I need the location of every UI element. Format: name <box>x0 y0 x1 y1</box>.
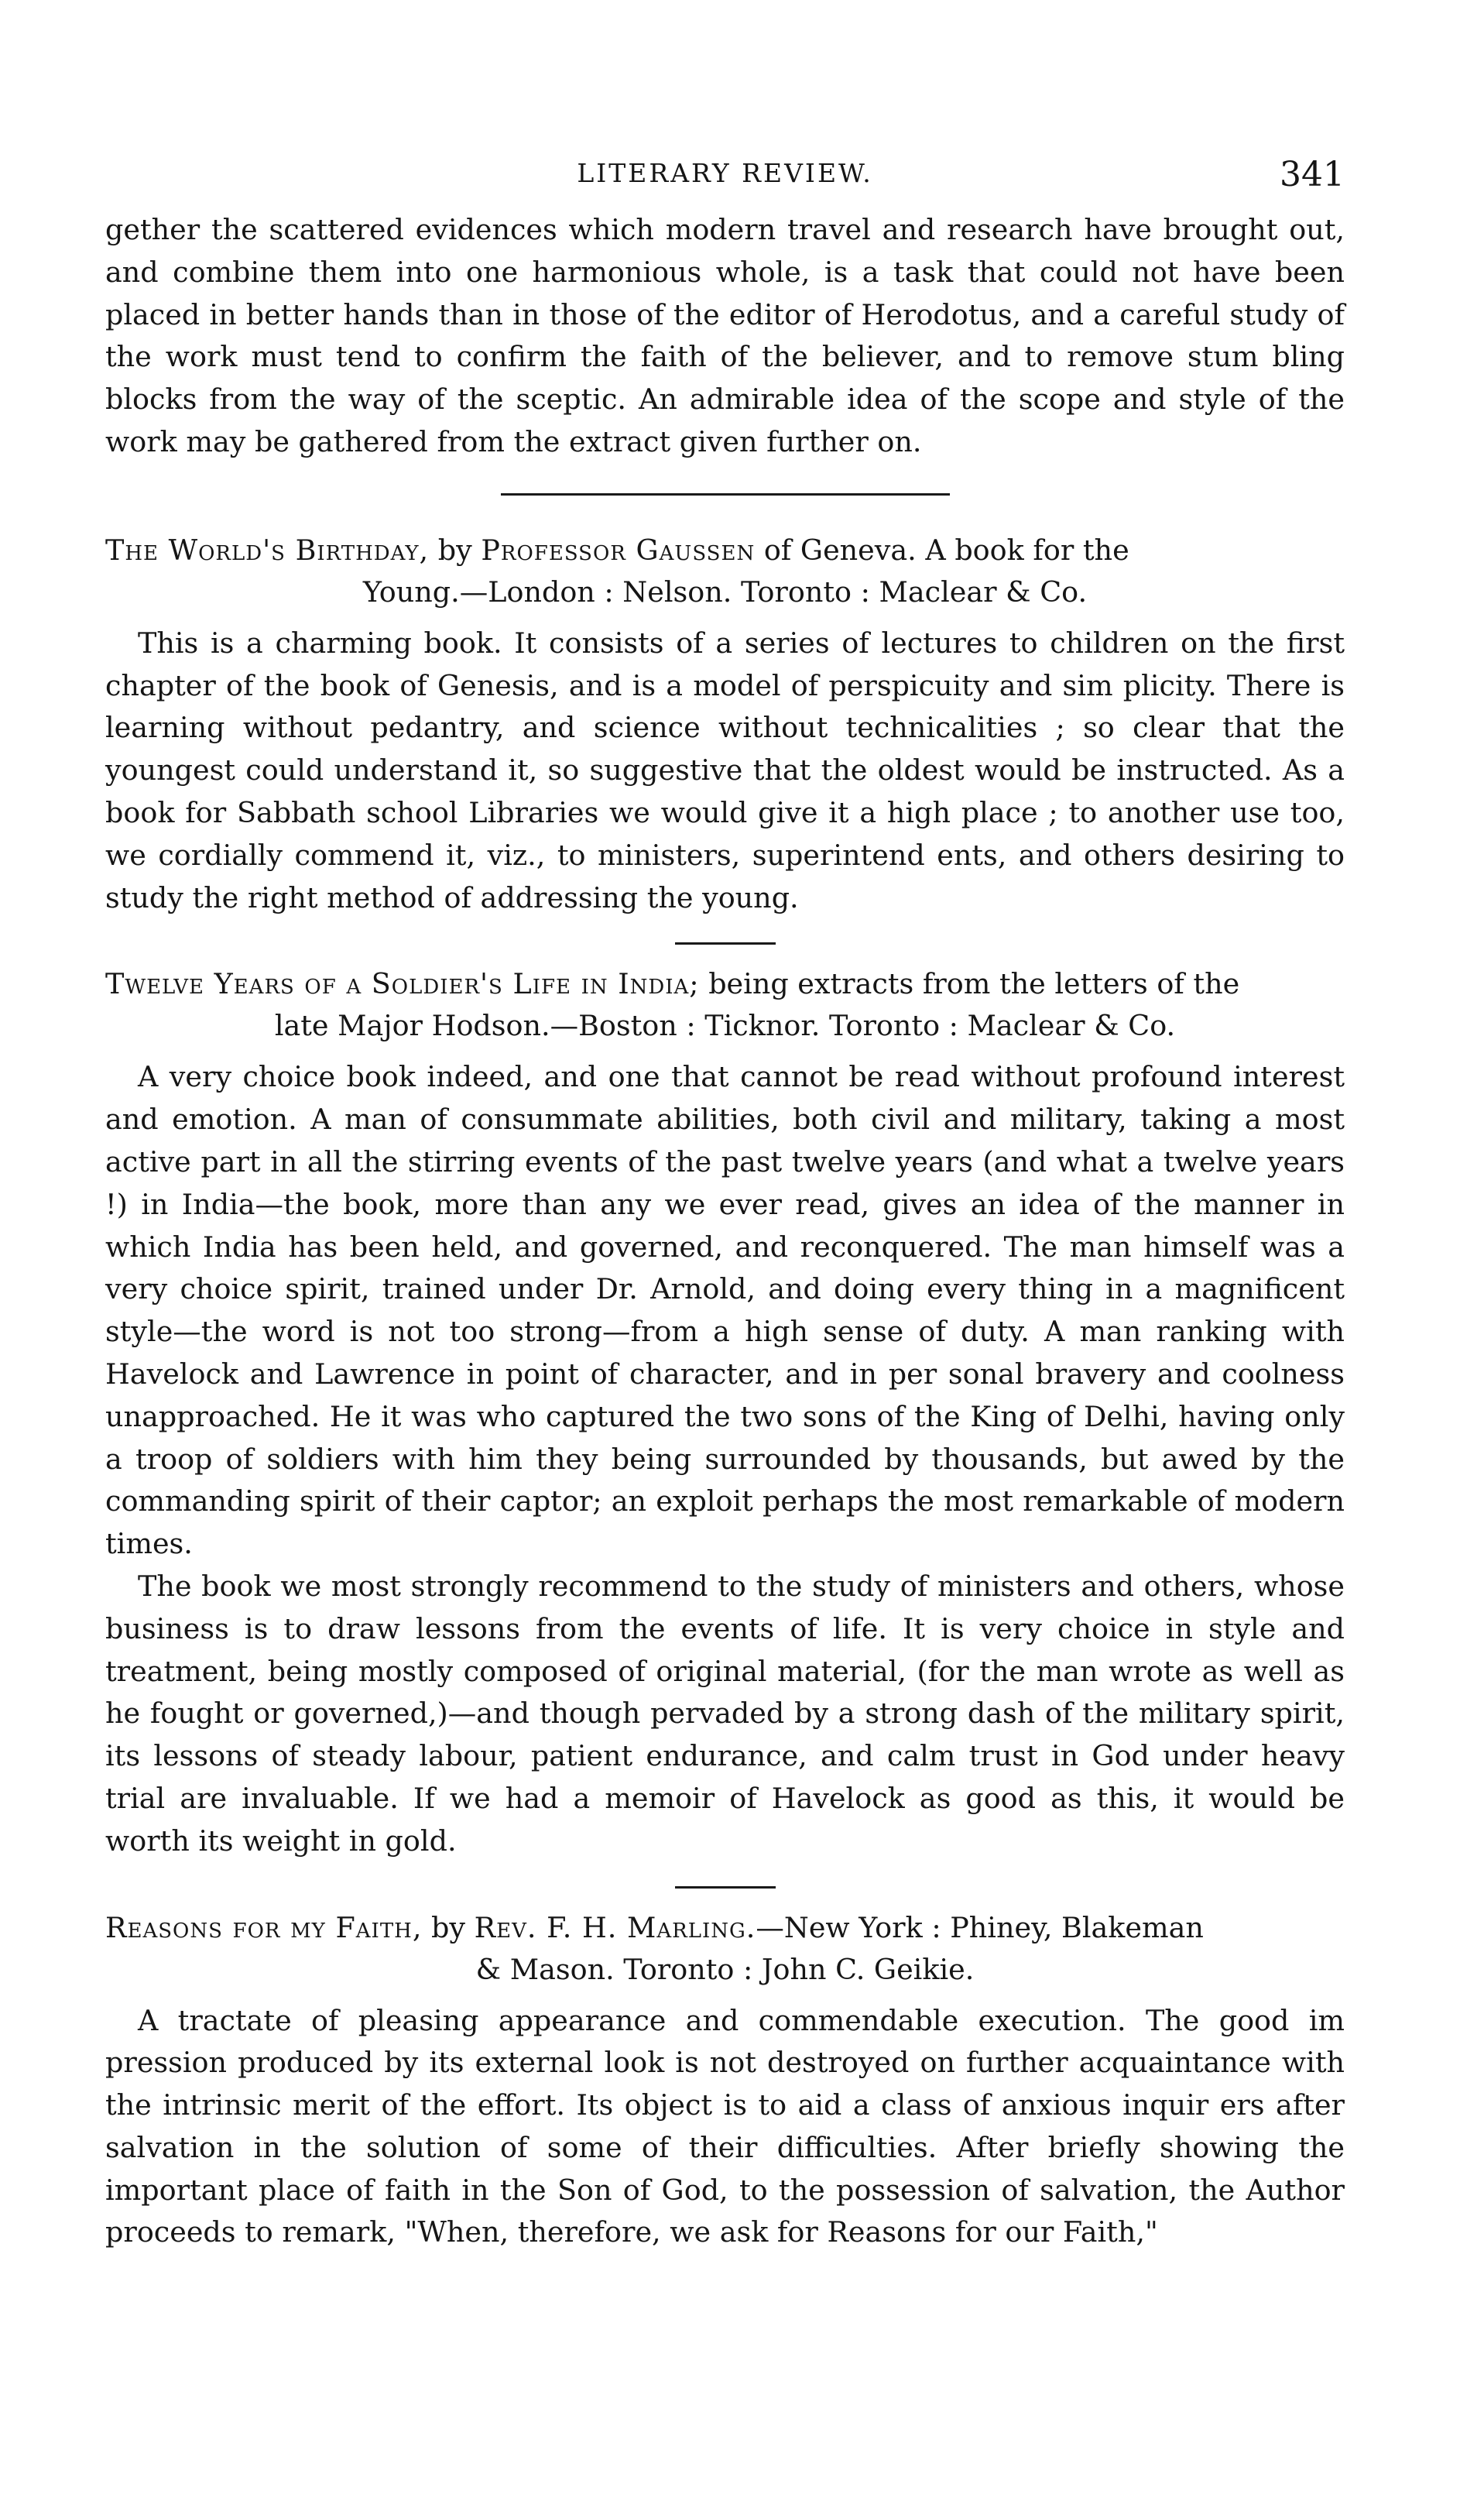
review-heading <box>105 530 1345 613</box>
text-line: style and treatment, being mostly composed of original material, (for the man wrote <box>105 1611 1345 1688</box>
text-line: gether the scattered evidences which modern travel and research have brought out, <box>105 213 1345 246</box>
review-heading <box>105 1907 1345 1991</box>
section-divider <box>675 1886 776 1889</box>
text-line: thing in a magnificent style—the word is not too strong—from a high sense of duty. <box>105 1272 1345 1349</box>
text-line: the first chapter of the book of Genesis, and is a model of perspicuity and sim <box>105 626 1345 702</box>
review-heading-line <box>105 963 1345 1005</box>
text-line: by thousands, but awed by the commanding spirit of their captor; an exploit perhaps <box>105 1442 1345 1518</box>
text-line: with the intrinsic merit of the effort. Its object is to aid a class of anxious inquir <box>105 2046 1345 2122</box>
review-title: Reasons for my Faith, <box>105 1910 423 1944</box>
running-head: LITERARY REVIEW. <box>577 158 873 188</box>
section-divider <box>501 493 950 496</box>
text-line: man himself was a very choice spirit, trained under Dr. Arnold, and doing every <box>105 1230 1345 1306</box>
text-line: as well as he fought or governed,)—and though pervaded by a strong dash of the <box>105 1654 1345 1731</box>
text-line: so clear that the youngest could understand it, so suggestive that the oldest would <box>105 711 1345 787</box>
text-line: be instructed. As a book for Sabbath school Libraries we would give it a high <box>105 753 1345 829</box>
text-line: most active part in all the stirring events of the past twelve years (and what a <box>105 1103 1345 1178</box>
text-line: study of the work must tend to confirm the faith of the believer, and to remove stum <box>105 297 1345 374</box>
review-paragraph <box>105 623 1345 920</box>
text-line: and combine them into one harmonious whole, is a task that could not have been <box>105 255 1345 289</box>
page-body <box>105 209 1345 2254</box>
review-publisher: & Mason. Toronto : John C. Geikie. <box>475 1952 975 1986</box>
review-heading-line <box>105 530 1345 571</box>
heading-text: —New York : Phiney, Blakeman <box>756 1910 1204 1944</box>
heading-text: by <box>429 533 482 567</box>
text-line: place ; to another use too, we cordially commend it, viz., to ministers, superintend <box>105 795 1345 872</box>
text-line: This is a charming book. It consists of a series of lectures to children on <box>138 626 1229 660</box>
text-line: placed in better hands than in those of the editor of Herodotus, and a careful <box>105 297 1230 331</box>
text-line: ents, and others desiring to study the right method of addressing the young. <box>105 838 1345 914</box>
review-paragraph <box>105 1566 1345 1863</box>
review-author: Rev. F. H. Marling. <box>474 1910 756 1944</box>
text-line: and emotion. A man of consummate abilities, both civil and military, taking a <box>105 1103 1275 1137</box>
text-line: ers after salvation in the solution of some of their difficulties. After briefly showing <box>105 2088 1345 2164</box>
review-worlds-birthday <box>105 530 1345 920</box>
heading-text: of Geneva. A book for the <box>755 533 1129 567</box>
review-twelve-years <box>105 963 1345 1862</box>
text-line: whose business is to draw lessons from the events of life. It is very choice in <box>105 1569 1345 1645</box>
heading-text: by <box>422 1910 475 1944</box>
review-heading-line <box>105 1907 1345 1949</box>
text-line: A very choice book indeed, and one that cannot be read without profound interest <box>138 1060 1345 1094</box>
review-publisher: late Major Hodson.—Boston : Ticknor. Toronto : Maclear & Co. <box>274 1009 1176 1043</box>
page-header <box>105 155 1345 201</box>
section-divider <box>675 942 776 945</box>
text-line: A tractate of pleasing appearance and commendable execution. The good im <box>138 2003 1345 2037</box>
text-line: plicity. There is learning without pedantry, and science without technicalities ; <box>105 668 1345 745</box>
page-number: 341 <box>1280 155 1345 194</box>
text-line: The book we most strongly recommend to the study of ministers and others, <box>138 1569 1254 1603</box>
text-line: the important place of faith in the Son of God, to the possession of salvation, the <box>105 2130 1345 2207</box>
intro-paragraph <box>105 209 1345 464</box>
review-title: Twelve Years of a Soldier's Life in India; <box>105 967 700 1001</box>
text-line: the most remarkable of modern times. <box>105 1484 1345 1561</box>
text-line: twelve years !) in India—the book, more than any we ever read, gives an idea of <box>105 1144 1345 1221</box>
text-line: sonal bravery and coolness unapproached. He it was who captured the two sons <box>105 1357 1345 1433</box>
text-line: of the King of Delhi, having only a troop of soldiers with him they being surrounded <box>105 1399 1345 1476</box>
review-paragraph <box>105 2000 1345 2255</box>
review-reasons-for-my-faith <box>105 1907 1345 2255</box>
text-line: pression produced by its external look is not destroyed on further acquaintance <box>105 2046 1282 2080</box>
review-title: The World's Birthday, <box>105 533 430 567</box>
text-line: Author proceeds to remark, "When, therefore, we ask for Reasons for our Faith," <box>105 2173 1345 2249</box>
review-publisher: Young.—London : Nelson. Toronto : Maclear & Co. <box>362 575 1088 609</box>
review-author: Professor Gaussen <box>481 533 756 567</box>
text-line: military spirit, its lessons of steady labour, patient endurance, and calm trust in <box>105 1696 1345 1773</box>
text-line: as this, it would be worth its weight in gold. <box>105 1781 1345 1858</box>
text-line: A man ranking with Havelock and Lawrence in point of character, and in per <box>105 1315 1345 1391</box>
text-line: God under heavy trial are invaluable. If we had a memoir of Havelock as good <box>105 1739 1345 1815</box>
heading-text: being extracts from the letters of the <box>699 967 1240 1001</box>
text-line: bling blocks from the way of the sceptic. An admirable idea of the scope and <box>105 340 1345 417</box>
review-heading <box>105 963 1345 1047</box>
text-line: the manner in which India has been held, and governed, and reconquered. The <box>105 1187 1345 1264</box>
text-line: style of the work may be gathered from the extract given further on. <box>105 383 1345 458</box>
review-paragraph <box>105 1056 1345 1566</box>
